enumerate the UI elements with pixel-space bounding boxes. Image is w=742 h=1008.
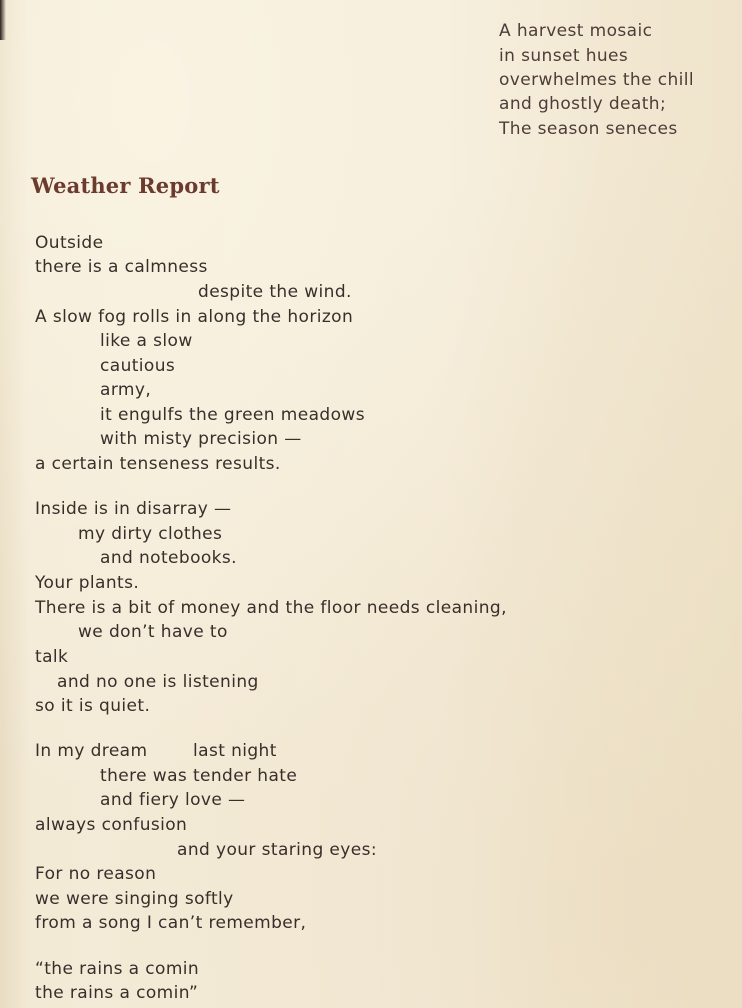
poem-line: last night (193, 741, 277, 761)
poem-line: so it is quiet. (35, 696, 151, 716)
poem-line: it engulfs the green meadows (100, 405, 365, 425)
epigraph-line: overwhelmes the chill (499, 70, 695, 90)
poem-line: and notebooks. (100, 548, 237, 568)
poem-title: Weather Report (31, 173, 220, 198)
poem-line: from a song I can’t remember, (35, 913, 307, 933)
poem-line: Outside (35, 233, 104, 253)
poem-line: army, (100, 380, 152, 400)
epigraph-line: A harvest mosaic (499, 21, 653, 41)
epigraph-line: in sunset hues (499, 46, 629, 66)
poem-line: we were singing softly (35, 889, 234, 909)
poem-line: always confusion (35, 815, 188, 835)
poem-line: we don’t have to (78, 622, 228, 642)
poem-line: A slow fog rolls in along the horizon (35, 307, 354, 327)
poem-line: a certain tenseness results. (35, 454, 281, 474)
poem-line: There is a bit of money and the floor needs cleaning, (35, 598, 507, 618)
poem-line: my dirty clothes (78, 524, 223, 544)
poem-line: and fiery love — (100, 790, 246, 810)
poem-line: there is a calmness (35, 257, 208, 277)
poem-line: the rains a comin” (35, 983, 199, 1003)
poem-line: cautious (100, 356, 176, 376)
poem-line: with misty precision — (100, 429, 302, 449)
poem-line: and no one is listening (57, 672, 259, 692)
epigraph-line: and ghostly death; (499, 94, 667, 114)
poem-line: In my dream (35, 741, 148, 761)
epigraph-line: The season seneces (499, 119, 678, 139)
poem-line: For no reason (35, 864, 157, 884)
poem-line: despite the wind. (198, 282, 352, 302)
poem-line: Inside is in disarray — (35, 499, 232, 519)
poem-line: Your plants. (35, 573, 140, 593)
poem-line: and your staring eyes: (177, 840, 378, 860)
poem-line: talk (35, 647, 69, 667)
page-edge-shadow (0, 0, 6, 40)
poem-line: “the rains a comin (35, 959, 200, 979)
poem-line: like a slow (100, 331, 193, 351)
poem-line: there was tender hate (100, 766, 298, 786)
